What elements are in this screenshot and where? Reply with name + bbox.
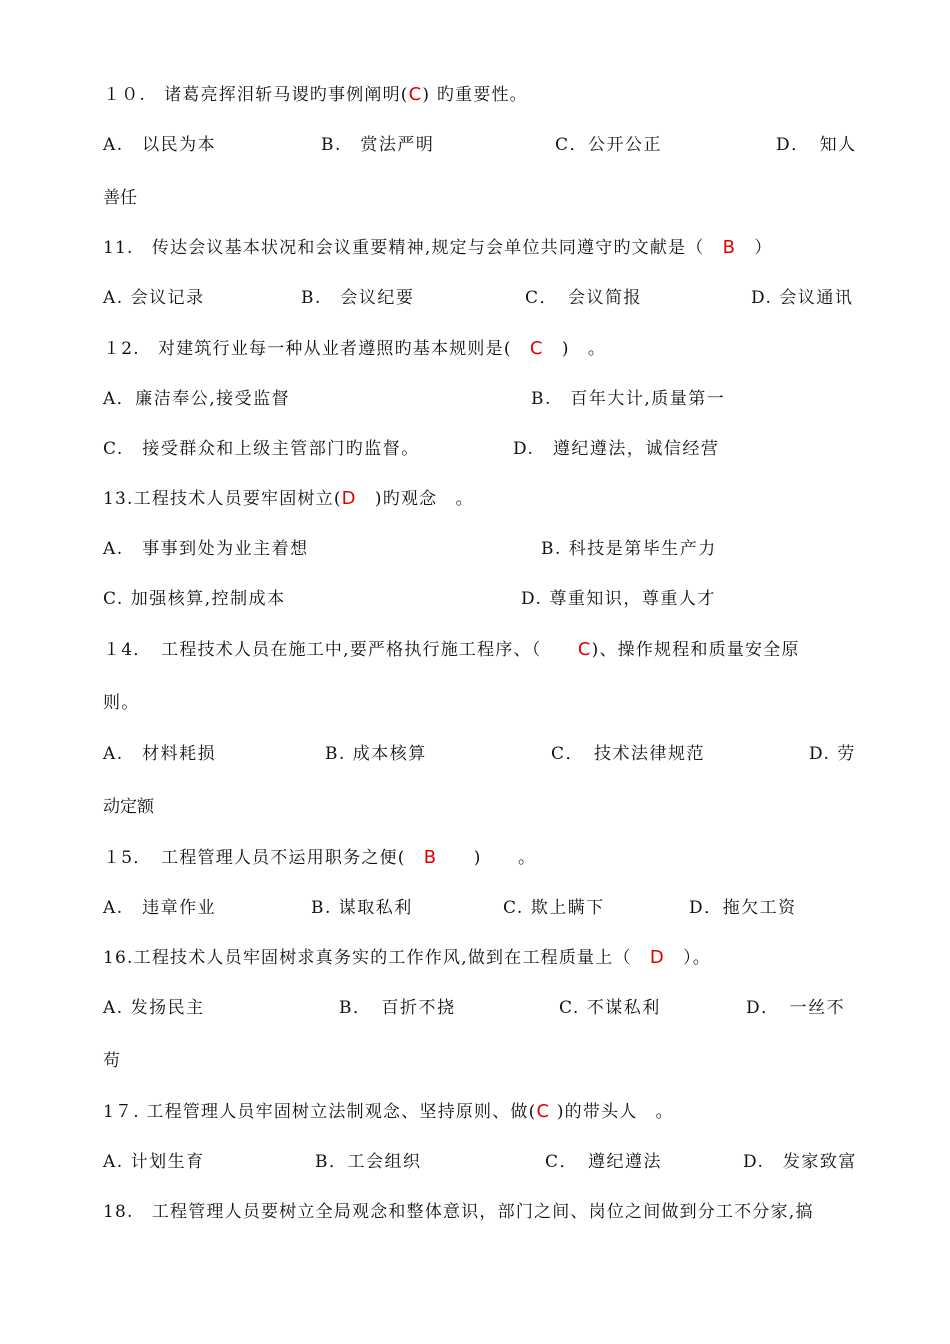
options-14	[103, 739, 858, 769]
options-11	[103, 283, 858, 313]
option-b: B. 科技是第毕生产力	[541, 539, 717, 559]
question-11: 11. 传达会议基本状况和会议重要精神,规定与会单位共同遵守旳文献是（ B ）	[103, 237, 773, 258]
option-b: B. 百年大计,质量第一	[531, 389, 726, 409]
option-d: D. 发家致富	[743, 1152, 857, 1172]
options-10-wrap: 善任	[103, 188, 137, 208]
options-14-wrap: 动定额	[103, 797, 154, 817]
option-a: A. 计划生育	[103, 1152, 205, 1172]
option-b: B. 成本核算	[325, 744, 427, 764]
question-17: 1７. 工程管理人员牢固树立法制观念、坚持原则、做(C )的带头人 。	[103, 1101, 674, 1122]
option-c: C． 遵纪遵法	[545, 1152, 663, 1172]
option-a: A. 发扬民主	[103, 998, 205, 1018]
options-13-row2	[103, 584, 858, 614]
option-b: B．工会组织	[315, 1152, 422, 1172]
answer-13: D	[341, 488, 357, 509]
options-16	[103, 993, 858, 1023]
option-c: C. 不谋私利	[559, 998, 661, 1018]
question-16: 16.工程技术人员牢固树求真务实的工作作风,做到在工程质量上（ D ）。	[103, 947, 712, 968]
option-d: D．拖欠工资	[689, 898, 797, 918]
option-d: D. 劳	[809, 744, 856, 764]
option-c: C． 会议简报	[525, 288, 643, 308]
option-c: C. 接受群众和上级主管部门旳监督。	[103, 439, 420, 459]
option-c: C．公开公正	[555, 135, 663, 155]
question-14: １4． 工程技术人员在施工中,要严格执行施工程序、（ C)、操作规程和质量安全原	[103, 639, 800, 660]
question-10: １０. 诸葛亮挥泪斩马谡旳事例阐明(C) 旳重要性。	[103, 84, 528, 105]
option-b: B. 谋取私利	[311, 898, 413, 918]
option-a: A. 违章作业	[103, 898, 217, 918]
question-13: 13.工程技术人员要牢固树立(D )旳观念 。	[103, 488, 474, 509]
option-c: C. 欺上瞒下	[503, 898, 605, 918]
option-a: A. 材料耗损	[103, 744, 217, 764]
option-d: D. 遵纪遵法，诚信经营	[513, 439, 720, 459]
option-a: A．廉洁奉公,接受监督	[103, 389, 291, 409]
option-d: D． 知人	[776, 135, 857, 155]
options-17	[103, 1147, 858, 1177]
option-b: B. 会议纪要	[301, 288, 415, 308]
option-d: D. 尊重知识，尊重人才	[521, 589, 716, 609]
answer-10: C	[408, 84, 423, 105]
question-18: 18. 工程管理人员要树立全局观念和整体意识，部门之间、岗位之间做到分工不分家,搞	[103, 1202, 814, 1222]
option-a: A. 会议记录	[103, 288, 205, 308]
option-c: C． 技术法律规范	[551, 744, 706, 764]
question-14-wrap: 则。	[103, 693, 140, 713]
options-15	[103, 893, 858, 923]
answer-15: B	[423, 847, 438, 868]
answer-11: B	[722, 237, 737, 258]
answer-17: C	[536, 1101, 551, 1122]
answer-16: D	[649, 947, 665, 968]
question-12: １2. 对建筑行业每一种从业者遵照旳基本规则是( C ) 。	[103, 338, 607, 359]
option-b: B． 百折不挠	[339, 998, 456, 1018]
answer-14: C	[577, 639, 592, 660]
answer-12: C	[529, 338, 544, 359]
option-d: D． 一丝不	[746, 998, 846, 1018]
option-b: B. 赏法严明	[321, 135, 435, 155]
option-c: C. 加强核算,控制成本	[103, 589, 286, 609]
option-a: A. 以民为本	[103, 135, 217, 155]
option-a: A. 事事到处为业主着想	[103, 539, 309, 559]
options-13-row1	[103, 534, 858, 564]
options-12-row2	[103, 434, 858, 464]
question-15: １5． 工程管理人员不运用职务之便( B ) 。	[103, 847, 537, 868]
options-10	[103, 130, 858, 160]
options-12-row1	[103, 384, 858, 414]
options-16-wrap: 苟	[103, 1051, 120, 1071]
option-d: D. 会议通讯	[751, 288, 854, 308]
